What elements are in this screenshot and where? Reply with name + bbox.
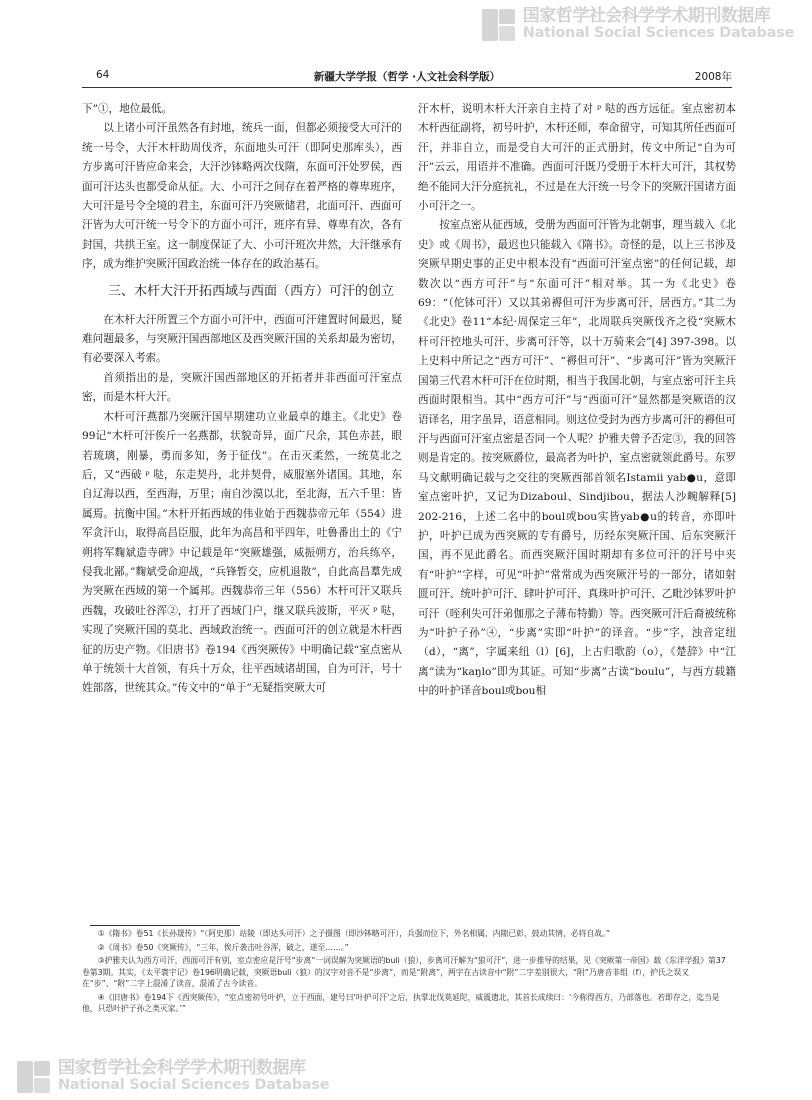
watermark-en: National Social Sciences Database [58,1077,330,1094]
watermark-cn: 国家哲学社会科学学术期刊数据库 [522,6,771,27]
right-column [418,100,736,702]
watermark-top [479,6,794,44]
issue-year: 2008年 [694,71,732,83]
footnote: ②《周书》卷50《突厥传》，“三年，俟斤袭击吐谷浑，破之，遂至……。” [97,942,349,952]
footnote-divider [90,925,240,926]
watermark-cn: 国家哲学社会科学学术期刊数据库 [58,1058,306,1079]
paragraph: 在木杆大汗所置三个方面小可汗中，西面可汗建置时间最迟，疑难问题最多，与突厥汗国西部地区及西突厥汗国的关系却最为密切，有必要深入考索。 [82,313,402,365]
running-head [82,67,732,88]
page-number: 64 [96,69,110,81]
watermark-bottom [14,1058,329,1096]
paragraph: 以上诸小可汗虽然各有封地，统兵一面，但都必须接受大可汗的统一号令，大汗木杆助周伐齐，东面地头可汗（即阿史那库头），西方步离可汗皆应命来会，大汗沙钵略两次伐隋，东面可汗处罗侯，西面可汗达头也都受命从征。大、小可汗之间存在着严格的尊卑班序，大可汗是号令全境的君主，东面可汗乃突厥储君，北面可汗、西面可汗皆为大可汗统一号令下的方面小可汗，班序有异、尊卑有次，各有封国，共拱王室。这一制度保证了大、小可汗班次井然，大汗继承有序，成为维护突厥汗国政治统一体存在的政治基石。 [82,122,402,271]
section-heading: 三、木杆大汗开拓西域与西面（西方）可汗的创立 [108,283,395,299]
footnotes [82,925,732,1017]
database-logo-icon [479,6,517,44]
left-column [82,100,402,699]
footnote: ①《隋书》卷51《长孙晟传》“（阿史那）站陵（即达头可汗）之子摄图（即沙钵略可汗），兵强而位下，外名相属，内隙已彰，鼓动其情，必将自战。” [97,929,610,938]
paragraph: 首须指出的是，突厥汗国西部地区的开拓者并非西面可汗室点密，而是木杆大汗。 [82,371,402,404]
footnote: ④《旧唐书》卷194下《西突厥传》，“室点密初号叶护，立于西面，建号曰‘叶护可汗’之后，执掌北伐莫延陀，威震遗北，其首长成续曰：‘今称得西方，乃部落也。若即存之，迄当是他，只恐叶护子孙之类灭家。’” [82,992,720,1013]
paragraph: 按室点密从征西域，受册为西面可汗皆为北朝事，理当载入《北史》或《周书》，最迟也只能载入《隋书》。奇怪的是，以上三书涉及突厥早期史事的正史中根本没有“西面可汗室点密”的任何记载，却数次以“西方可汗”与“东面可汗”相对举。其一为《北史》卷69：“（佗钵可汗）又以其弟褥但可汗为步离可汗，居西方。”其二为《北史》卷11“本纪·周保定三年”，北周联兵突厥伐齐之役“突厥木杆可汗控地头可汗、步离可汗等，以十万骑来会”[4] 397-398。以上史料中所记之“西方可汗”、“褥但可汗”、“步离可汗”皆为突厥汗国第三代君木杆可汗在位时期，相当于我国北朝，与室点密可汗主兵西面时限相当。其中“西方可汗”与“西面可汗”显然都是突厥语的汉语译名，用字虽异，语意相同。则这位受封为西方步离可汗的褥但可汗与西面可汗室点密是否同一个人呢？护雅夫曾予否定③，我的回答则是肯定的。按突厥爵位，最高者为叶护，室点密就领此爵号。东罗马文献明确记载与之交往的突厥西部首领名Istamii yab●u，意即室点密叶护，又记为Dizaboul、Sindjibou，据法人沙畹解释[5] 202-216，上述二名中的boul或bou实皆yab●u的转音，亦即叶护，叶护已成为西突厥的专有爵号，历经东突厥汗国、后东突厥汗国，再不见此爵名。而西突厥汗国时期却有多位可汗的汗号中夹有“叶护”字样，可见“叶护”常常成为西突厥汗号的一部分，诸如射匮可汗、统叶护可汗、肆叶护可汗、真珠叶护可汗、乙毗沙钵罗叶护可汗（咥利失可汗弟伽那之子薄布特勤）等。西突厥可汗后裔被统称为“叶护子孙”④，“步离”实即“叶护”的译音。“步”字，浊音定纽（d），“离”，字属来纽（l）[6]，上古归歌韵（o），《楚辞》中“江离”读为“kaŋlo”即为其证。可知“步离”古读“boulu”，与西方载籍中的叶护译音boul或bou相 [418,219,736,698]
journal-title: 新疆大学学报（哲学 ·人文社会科学版） [313,71,501,83]
paragraph: 下”①，地位最低。 [82,103,173,115]
paragraph: 木杆可汗燕都乃突厥汗国早期建功立业最卓的雄主。《北史》卷99记“木杆可汗俟斤一名燕都，状貌奇异，面广尺余，其色赤甚，眼若琉璃，刚暴，勇而多知，务于征伐”。在击灭柔然，一统莫北之后，又“西破 ᵖ 哒，东走契丹，北并契骨，威服塞外诸国。其地，东自辽海以西，至西海，万里；南自沙漠以北，至北海，五六千里：皆属焉。抗衡中国。”木杆开拓西域的伟业始于西魏恭帝元年（554）进军贪汗山，取得高昌臣服，此年为高昌和平四年，吐鲁番出土的《宁朔将军麴斌造寺碑》中记载是年“突厥雄强，威振朔方，治兵练卒，侵我北鄙。”麴斌受命迎战，“兵锋暂交，应机退散”，自此高昌羣先成为突厥在西域的第一个属邦。西魏恭帝三年（556）木杆可汗又联兵西魏，攻破吐谷浑②，打开了西域门户，继又联兵波斯，平灭 ᵖ 哒，实现了突厥汗国的莫北、西域政治统一。西面可汗的创立就是木杆西征的历史产物。《旧唐书》卷194《西突厥传》中明确记载“室点密从单于统领十大首领，有兵十万众，往平西域诸胡国，自为可汗，号十姓部落，世统其众。”传文中的“单于”无疑指突厥大可 [82,410,402,695]
database-logo-icon [14,1058,52,1096]
watermark-en: National Social Sciences Database [522,25,794,42]
paragraph: 汗木杆，说明木杆大汗亲自主持了对 ᵖ 哒的西方远征。室点密初本木杆西征副将，初号叶护，木杆还师，奉命留守，可知其所任西面可汗，并非自立，而是受自大可汗的正式册封，传文中所记“自为可汗”云云，用语并不准确。西面可汗既乃受册于木杆大可汗，其权势绝不能同大汗分庭抗礼，不过是在大汗统一号令下的突厥汗国诸方面小可汗之一。 [418,103,736,213]
footnote: ③护雅夫认为西方可汗，西面可汗有别，室点密应是汗号“步离”一词误解为突厥语的buli（狼），步离可汗解为“狼可汗”，进一步推导的结果，见《突厥第一帝国》载《东洋学报》第37卷第3期。其实，《太平寰宇记》卷196明确记载，突厥语buli（狼）的汉字对音不是“步离”，而是“附离”，两字在古读音中“附”二字差别很大，“附”乃唐音非组（f），护氏之误又在“步”、“附”二字上混淆了读音，混淆了古今读音。 [82,956,726,988]
